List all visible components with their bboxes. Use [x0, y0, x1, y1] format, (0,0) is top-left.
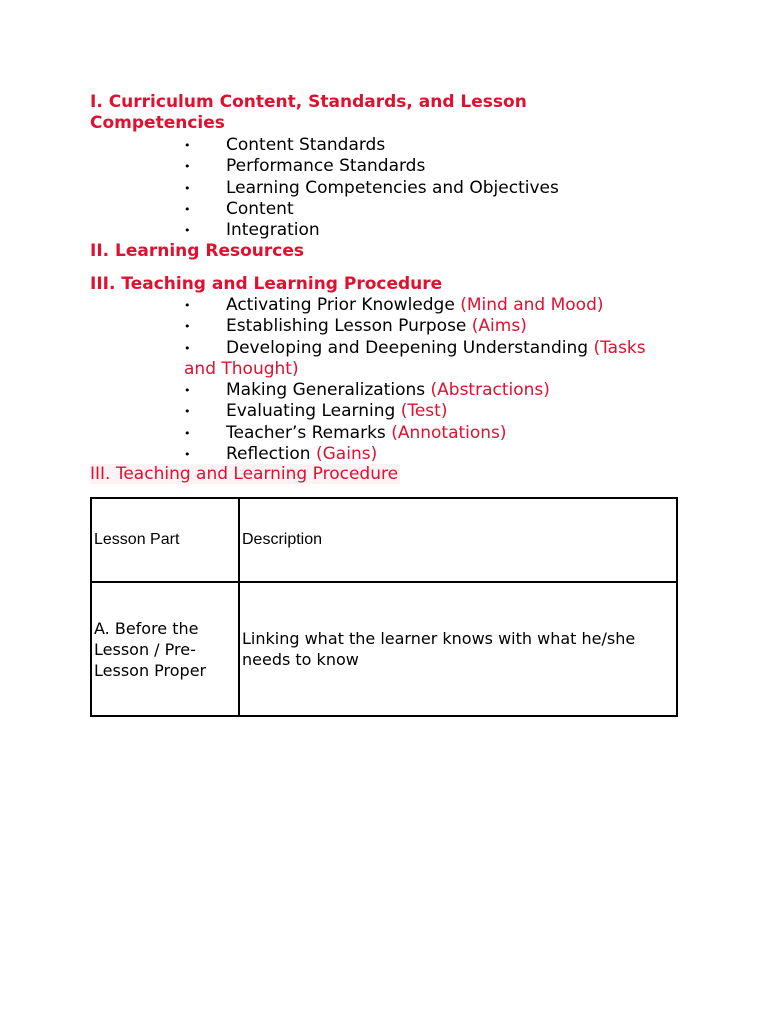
list-item: • Teacher’s Remarks (Annotations)	[184, 422, 507, 443]
section-1-list	[0, 135, 768, 241]
list-item: • Content Standards	[184, 135, 386, 155]
bullet-icon: •	[184, 139, 191, 152]
bullet-icon: •	[184, 426, 191, 440]
section-3-list	[0, 295, 768, 465]
table-header-row	[91, 498, 677, 582]
list-item: • Developing and Deepening Understanding (Tasks and Thought)	[184, 337, 646, 379]
column-header-description: Description	[239, 498, 677, 582]
list-item: • Establishing Lesson Purpose (Aims)	[184, 316, 527, 337]
table-row	[91, 582, 677, 716]
section-3-heading: III. Teaching and Learning Procedure	[90, 274, 443, 294]
bullet-icon: •	[184, 405, 191, 419]
bullet-icon: •	[184, 202, 191, 216]
bullet-icon: •	[184, 320, 191, 334]
column-header-lesson-part: Lesson Part	[91, 498, 239, 582]
bullet-icon: •	[184, 160, 191, 174]
lesson-table	[90, 497, 678, 717]
bullet-icon: •	[184, 448, 191, 462]
list-item: • Making Generalizations (Abstractions)	[184, 380, 550, 401]
list-item: • Evaluating Learning (Test)	[184, 401, 448, 422]
section-1-heading: I. Curriculum Content, Standards, and Lesson Competencies	[90, 92, 527, 133]
table-cell-lesson-part: A. Before the Lesson / Pre-Lesson Proper	[91, 582, 239, 716]
list-item: • Content	[184, 198, 294, 219]
list-item: • Reflection (Gains)	[184, 444, 378, 465]
bullet-icon: •	[184, 299, 191, 312]
list-item: • Learning Competencies and Objectives	[184, 177, 559, 198]
procedure-subheading: III. Teaching and Learning Procedure	[90, 464, 399, 484]
list-item: • Performance Standards	[184, 156, 426, 177]
section-2-heading: II. Learning Resources	[90, 241, 304, 261]
list-item: • Activating Prior Knowledge (Mind and Mood)	[184, 295, 604, 315]
table-cell-description: Linking what the learner knows with what he/she needs to know	[239, 582, 677, 716]
list-item: • Integration	[184, 220, 320, 241]
bullet-icon: •	[184, 181, 191, 195]
bullet-icon: •	[184, 341, 191, 355]
bullet-icon: •	[184, 384, 191, 398]
bullet-icon: •	[184, 224, 191, 238]
